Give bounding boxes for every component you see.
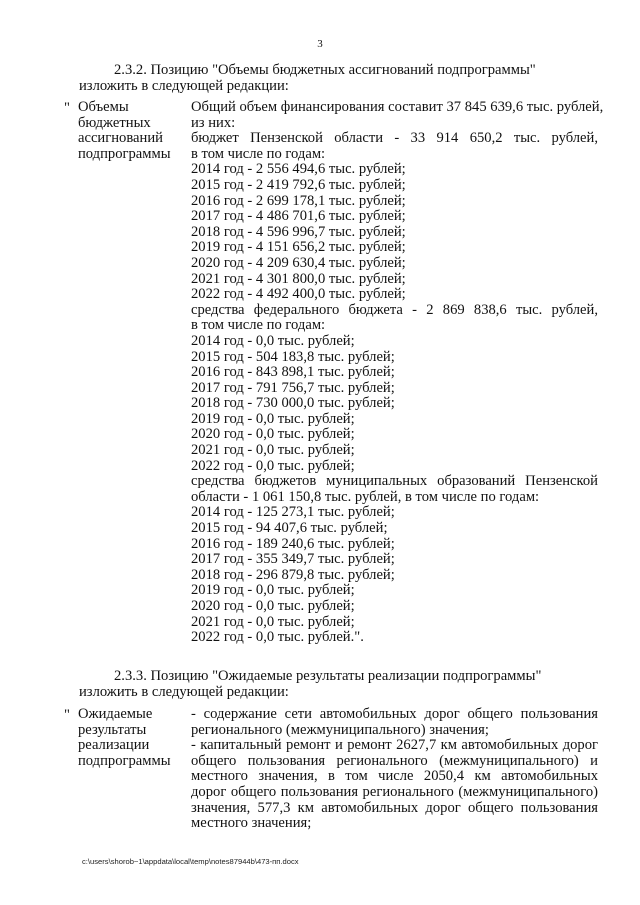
content-line: бюджет Пензенской области - 33 914 650,2 тыс. рублей, <box>191 130 598 147</box>
section-232-line2: изложить в следующей редакции: <box>79 77 289 94</box>
label-line: Объемы <box>78 99 129 115</box>
content-line: 2022 год - 4 492 400,0 тыс. рублей; <box>191 286 406 303</box>
content-line: общего пользования регионального (межмуниципального) и <box>191 752 598 769</box>
content-line: 2018 год - 4 596 996,7 тыс. рублей; <box>191 223 406 240</box>
content-line: 2015 год - 94 407,6 тыс. рублей; <box>191 520 388 537</box>
content-line: 2016 год - 843 898,1 тыс. рублей; <box>191 364 395 381</box>
content-line: 2019 год - 4 151 656,2 тыс. рублей; <box>191 239 406 256</box>
section-233-block <box>64 707 604 837</box>
footer-file-path: c:\users\shorob~1\appdata\local\temp\notes87944b\473-пп.docx <box>82 857 299 866</box>
content-line: дорог общего пользования регионального (межмуниципального) <box>191 783 598 800</box>
section-233-heading <box>79 669 598 700</box>
content-line: местного значения, в том числе 2050,4 км автомобильных <box>191 768 598 785</box>
section-232-block <box>64 100 604 660</box>
section-233-quote: " <box>64 707 70 723</box>
content-line: 2018 год - 730 000,0 тыс. рублей; <box>191 395 395 412</box>
content-line: Общий объем финансирования составит 37 845 639,6 тыс. рублей, <box>191 99 604 115</box>
content-line: - содержание сети автомобильных дорог общего пользования <box>191 706 598 722</box>
content-line: регионального (межмуниципального) значения; <box>191 721 489 738</box>
page-number: 3 <box>317 38 323 50</box>
content-line: в том числе по годам: <box>191 317 326 334</box>
content-line: средства федерального бюджета - 2 869 838,6 тыс. рублей, <box>191 301 598 318</box>
content-line: 2015 год - 2 419 792,6 тыс. рублей; <box>191 176 406 193</box>
content-line: 2021 год - 0,0 тыс. рублей; <box>191 613 355 630</box>
content-line: 2017 год - 355 349,7 тыс. рублей; <box>191 551 395 568</box>
content-line: в том числе по годам: <box>191 145 326 162</box>
content-line: 2020 год - 4 209 630,4 тыс. рублей; <box>191 254 406 271</box>
content-line: 2018 год - 296 879,8 тыс. рублей; <box>191 566 395 583</box>
section-232-quote: " <box>64 100 70 116</box>
section-233-content <box>191 707 598 832</box>
content-line: 2021 год - 4 301 800,0 тыс. рублей; <box>191 270 406 287</box>
section-233-label <box>64 707 198 769</box>
content-line: 2022 год - 0,0 тыс. рублей; <box>191 457 355 474</box>
content-line: 2019 год - 0,0 тыс. рублей; <box>191 582 355 599</box>
content-line: 2022 год - 0,0 тыс. рублей.". <box>191 629 364 646</box>
content-line: средства бюджетов муниципальных образований Пензенской <box>191 473 598 490</box>
label-line: подпрограммы <box>78 145 171 162</box>
label-line: подпрограммы <box>78 752 171 769</box>
content-line: 2014 год - 0,0 тыс. рублей; <box>191 332 355 349</box>
content-line: местного значения; <box>191 815 312 832</box>
content-line: значения, 577,3 км автомобильных дорог общего пользования <box>191 799 598 816</box>
content-line: из них: <box>191 114 236 131</box>
section-233-line2: изложить в следующей редакции: <box>79 683 289 700</box>
label-line: Ожидаемые <box>78 706 153 722</box>
content-line: 2019 год - 0,0 тыс. рублей; <box>191 410 355 427</box>
section-232-heading <box>79 63 598 94</box>
label-line: бюджетных <box>78 114 151 131</box>
content-line: - капитальный ремонт и ремонт 2627,7 км автомобильных дорог <box>191 737 598 754</box>
section-232-content <box>191 99 604 646</box>
content-line: 2015 год - 504 183,8 тыс. рублей; <box>191 348 395 365</box>
content-line: 2016 год - 2 699 178,1 тыс. рублей; <box>191 192 406 209</box>
content-line: области - 1 061 150,8 тыс. рублей, в том числе по годам: <box>191 488 540 505</box>
label-line: результаты <box>78 721 147 738</box>
label-line: ассигнований <box>78 130 163 147</box>
content-line: 2014 год - 125 273,1 тыс. рублей; <box>191 504 395 521</box>
content-line: 2014 год - 2 556 494,6 тыс. рублей; <box>191 161 406 178</box>
content-line: 2020 год - 0,0 тыс. рублей; <box>191 426 355 443</box>
content-line: 2021 год - 0,0 тыс. рублей; <box>191 442 355 459</box>
content-line: 2016 год - 189 240,6 тыс. рублей; <box>191 535 395 552</box>
section-232-label <box>64 100 198 162</box>
content-line: 2020 год - 0,0 тыс. рублей; <box>191 598 355 614</box>
content-line: 2017 год - 791 756,7 тыс. рублей; <box>191 379 395 396</box>
section-233-line1: 2.3.3. Позицию "Ожидаемые результаты реализации подпрограммы" <box>114 668 542 684</box>
label-line: реализации <box>78 737 150 754</box>
content-line: 2017 год - 4 486 701,6 тыс. рублей; <box>191 208 406 225</box>
section-232-line1: 2.3.2. Позицию "Объемы бюджетных ассигнований подпрограммы" <box>114 62 536 78</box>
